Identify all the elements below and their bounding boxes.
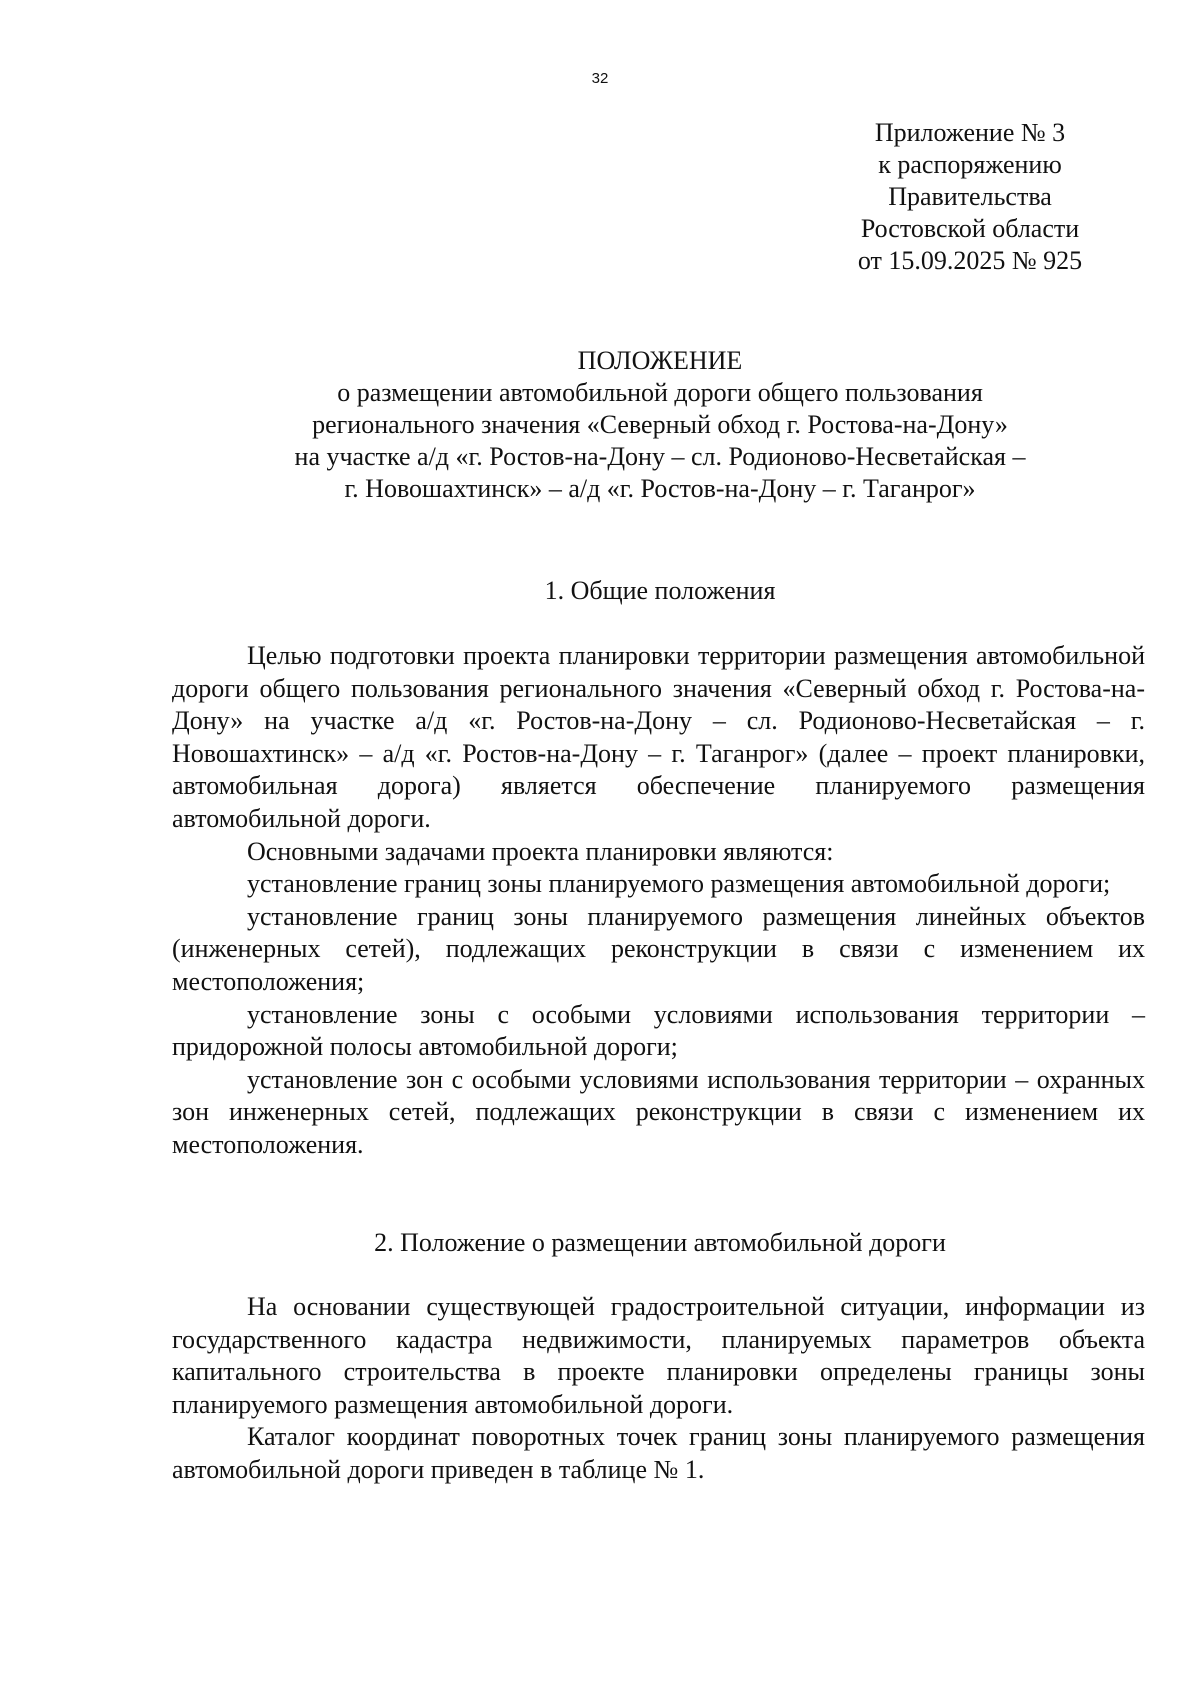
paragraph: Каталог координат поворотных точек границ зоны планируемого размещения автомобильной дороги приведен в таблице № 1. bbox=[172, 1422, 1145, 1484]
page-number: 32 bbox=[591, 70, 609, 87]
title-line: г. Новошахтинск» – а/д «г. Ростов-на-Дону – г. Таганрог» bbox=[344, 474, 976, 503]
appendix-line: к распоряжению bbox=[878, 150, 1062, 179]
paragraph: установление зоны с особыми условиями использования территории – придорожной полосы автомобильной дороги; bbox=[172, 999, 1145, 1062]
title-line: на участке а/д «г. Ростов-на-Дону – сл. Родионово-Несветайская – bbox=[294, 442, 1026, 471]
appendix-line: Ростовской области bbox=[860, 214, 1080, 243]
paragraph: установление зон с особыми условиями использования территории – охранных зон инженерных сетей, подлежащих реконструкции в связи с изменением их местоположения. bbox=[172, 1064, 1145, 1159]
section-1-heading: 1. Общие положения bbox=[544, 576, 776, 605]
paragraph: Основными задачами проекта планировки являются: bbox=[247, 836, 834, 866]
document-title bbox=[170, 345, 1150, 505]
paragraph: На основании существующей градостроительной ситуации, информации из государственного кадастра недвижимости, планируемых параметров объекта капитального строительства в проекте планировки определены границы зоны планируемого размещения автомобильной дороги. bbox=[172, 1292, 1145, 1419]
appendix-line: Правительства bbox=[888, 182, 1052, 211]
appendix-line: от 15.09.2025 № 925 bbox=[857, 246, 1083, 275]
paragraph: Целью подготовки проекта планировки территории размещения автомобильной дороги общего пользования регионального значения «Северный обход г. Ростова-на-Дону» на участке а/д «г. Ростов-на-Дону – сл. Родионово-Несветайская – г. Новошахтинск» – а/д «г. Ростов-на-Дону – г. Таганрог» (далее – проект планировки, автомобильная дорога) является обеспечение планируемого размещения автомобильной дороги. bbox=[172, 641, 1145, 833]
section-2-heading: 2. Положение о размещении автомобильной дороги bbox=[374, 1228, 946, 1257]
paragraph: установление границ зоны планируемого размещения линейных объектов (инженерных сетей), подлежащих реконструкции в связи с изменением их местоположения; bbox=[172, 901, 1145, 996]
title-heading: ПОЛОЖЕНИЕ bbox=[577, 346, 743, 375]
section-1-body bbox=[172, 640, 1145, 1162]
title-line: о размещении автомобильной дороги общего пользования bbox=[337, 378, 983, 407]
appendix-line: Приложение № 3 bbox=[874, 118, 1066, 147]
paragraph: установление границ зоны планируемого размещения автомобильной дороги; bbox=[247, 869, 1111, 899]
section-2-body bbox=[172, 1291, 1145, 1487]
title-line: регионального значения «Северный обход г. Ростова-на-Дону» bbox=[312, 410, 1008, 439]
appendix-block bbox=[820, 117, 1120, 277]
